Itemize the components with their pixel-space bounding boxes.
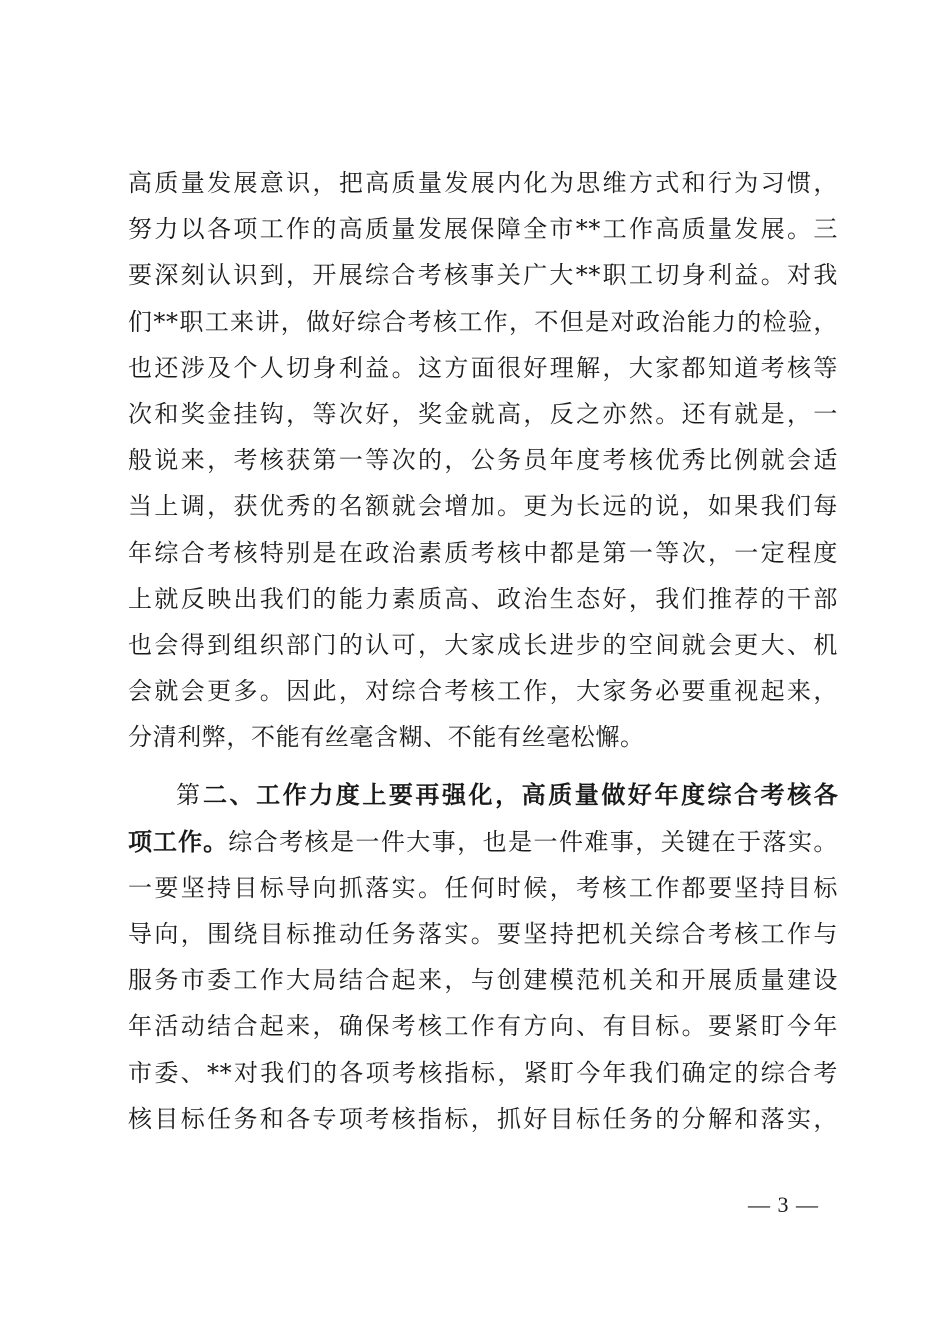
section-heading: 二、工作力度上要再强化，高质量做好年度综合考核各 bbox=[202, 781, 838, 810]
text-line bbox=[128, 819, 838, 865]
text-line: 市委、**对我们的各项考核指标，紧盯今年我们确定的综合考 bbox=[128, 1058, 838, 1087]
text-line: 当上调，获优秀的名额就会增加。更为长远的说，如果我们每 bbox=[128, 492, 838, 521]
text-line: 分清利弊，不能有丝毫含糊、不能有丝毫松懈。 bbox=[128, 723, 645, 752]
text-line: 上就反映出我们的能力素质高、政治生态好，我们推荐的干部 bbox=[128, 584, 838, 613]
page-number: — 3 — bbox=[748, 1192, 819, 1217]
text-line: 般说来，考核获第一等次的，公务员年度考核优秀比例就会适 bbox=[128, 446, 838, 475]
text-line: 一要坚持目标导向抓落实。任何时候，考核工作都要坚持目标 bbox=[128, 873, 838, 902]
text-line: 努力以各项工作的高质量发展保障全市**工作高质量发展。三 bbox=[128, 215, 838, 244]
section-heading-line bbox=[128, 772, 838, 818]
text-line: 要深刻认识到，开展综合考核事关广大**职工切身利益。对我 bbox=[128, 261, 838, 290]
text-line: 高质量发展意识，把高质量发展内化为思维方式和行为习惯， bbox=[128, 169, 838, 197]
paragraph-1 bbox=[128, 160, 838, 760]
text-segment: 综合考核是一件大事，也是一件难事，关键在于落实。 bbox=[228, 827, 838, 856]
text-line: 年综合考核特别是在政治素质考核中都是第一等次，一定程度 bbox=[128, 538, 838, 567]
text-line: 服务市委工作大局结合起来，与创建模范机关和开展质量建设 bbox=[128, 966, 838, 995]
text-line: 核目标任务和各专项考核指标，抓好目标任务的分解和落实， bbox=[128, 1104, 838, 1133]
text-line: 们**职工来讲，做好综合考核工作，不但是对政治能力的检验， bbox=[128, 307, 838, 336]
paragraph-2 bbox=[128, 772, 838, 1142]
text-line: 导向，围绕目标推动任务落实。要坚持把机关综合考核工作与 bbox=[128, 920, 838, 948]
section-heading-end: 项工作。 bbox=[128, 827, 229, 856]
text-line: 会就会更多。因此，对综合考核工作，大家务必要重视起来， bbox=[128, 677, 838, 706]
text-line: 也会得到组织部门的认可，大家成长进步的空间就会更大、机 bbox=[128, 630, 838, 659]
text-line: 年活动结合起来，确保考核工作有方向、有目标。要紧盯今年 bbox=[128, 1012, 838, 1041]
heading-prefix: 第 bbox=[176, 781, 203, 810]
text-line: 也还涉及个人切身利益。这方面很好理解，大家都知道考核等 bbox=[128, 353, 838, 382]
text-line: 次和奖金挂钩，等次好，奖金就高，反之亦然。还有就是，一 bbox=[128, 399, 838, 428]
body-text bbox=[128, 160, 838, 1142]
